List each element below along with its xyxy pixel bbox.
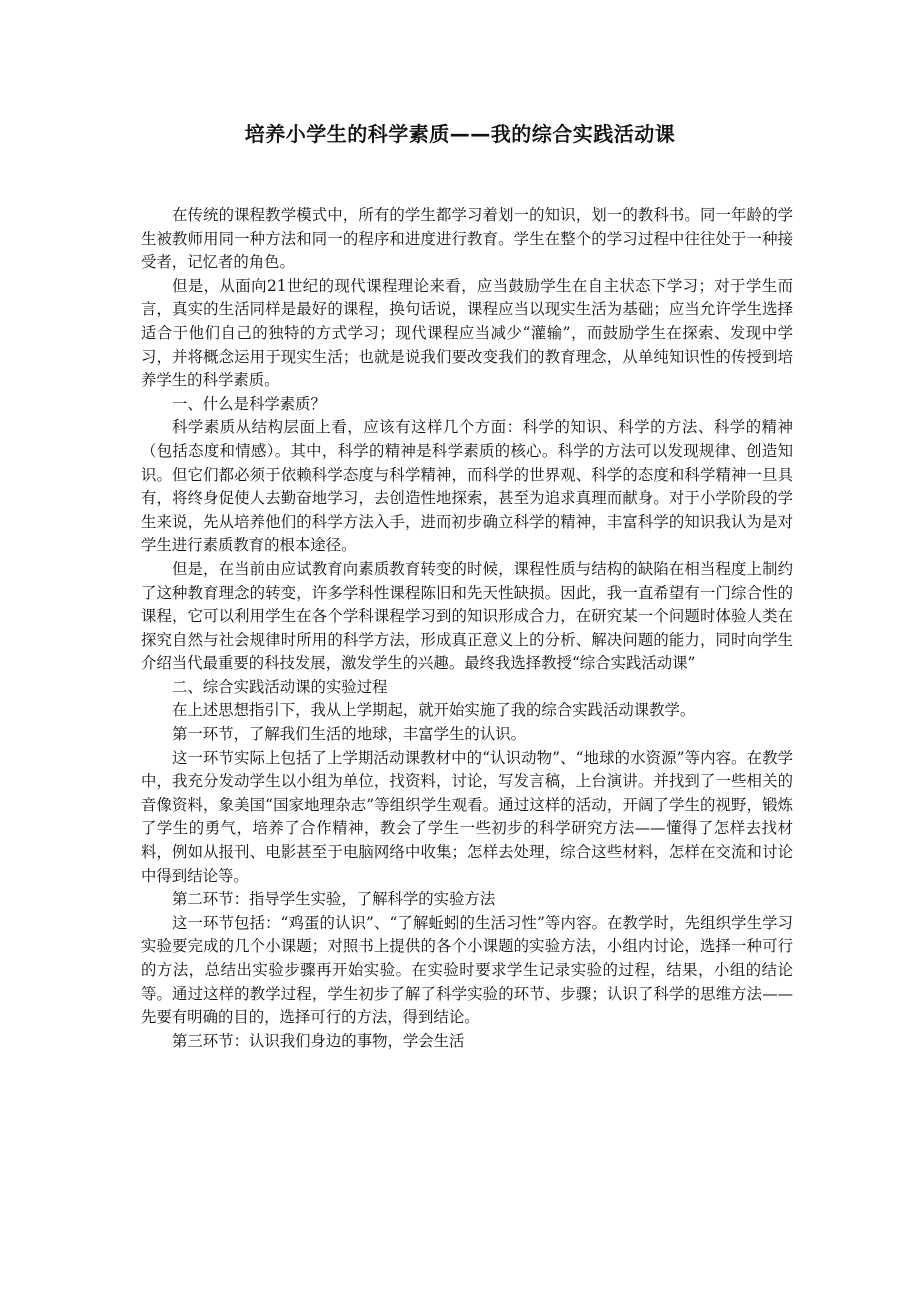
paragraph-implementation: 在上述思想指引下，我从上学期起，就开始实施了我的综合实践活动课教学。: [172, 701, 696, 720]
paragraph-curriculum-reform: 但是，在当前由应试教育向素质教育转变的时候，课程性质与结构的缺陷在相当程度上制约了这种教育理念的转变，许多学科性课程陈旧和先天性缺损。因此，我一直希望有一门综合性的课程，它可以利用学生在各个学科课程学习到的知识形成合力，在研究某一个问题时体验人类在探究自然与社会规律时所用的科学方法，形成真正意义上的分析、解决问题的能力，同时向学生介绍当代最重要的科技发展，激发学生的兴趣。最终我选择教授“综合实践活动课”: [141, 559, 793, 673]
paragraph-science-literacy: 科学素质从结构层面上看，应该有这样几个方面：科学的知识、科学的方法、科学的精神（包括态度和情感）。其中，科学的精神是科学素质的核心。科学的方法可以发现规律、创造知识。但它们都必须于依赖科学态度与科学精神，而科学的世界观、科学的态度和科学精神一旦具有，将终身促使人去勤奋地学习，去创造性地探索，甚至为追求真理而献身。对于小学阶段的学生来说，先从培养他们的科学方法入手，进而初步确立科学的精神，丰富科学的知识我认为是对学生进行素质教育的根本途径。: [141, 418, 793, 555]
document-body: [141, 204, 793, 1053]
section-heading-2: 二、综合实践活动课的实验过程: [172, 677, 388, 696]
step-heading-3: 第三环节：认识我们身边的事物，学会生活: [172, 1031, 465, 1050]
step-heading-2: 第二环节：指导学生实验，了解科学的实验方法: [172, 890, 496, 909]
document-title: 培养小学生的科学素质——我的综合实践活动课: [244, 122, 676, 146]
paragraph-modern-curriculum: 但是，从面向21世纪的现代课程理论来看，应当鼓励学生在自主状态下学习；对于学生而言，真实的生活同样是最好的课程，换句话说，课程应当以现实生活为基础；应当允许学生选择适合于他们自己的独特的方式学习；现代课程应当减少“灌输”，而鼓励学生在探索、发现中学习，并将概念运用于现实生活；也就是说我们要改变我们的教育理念，从单纯知识性的传授到培养学生的科学素质。: [141, 276, 793, 390]
paragraph-step-1: 这一环节实际上包括了上学期活动课教材中的“认识动物”、“地球的水资源”等内容。在教学中，我充分发动学生以小组为单位，找资料，讨论，写发言稿，上台演讲。并找到了一些相关的音像资料，象美国“国家地理杂志”等组织学生观看。通过这样的活动，开阔了学生的视野，锻炼了学生的勇气，培养了合作精神，教会了学生一些初步的科学研究方法——懂得了怎样去找材料，例如从报刊、电影甚至于电脑网络中收集；怎样去处理，综合这些材料，怎样在交流和讨论中得到结论等。: [141, 748, 793, 885]
paragraph-intro: 在传统的课程教学模式中，所有的学生都学习着划一的知识，划一的教科书。同一年龄的学生被教师用同一种方法和同一的程序和进度进行教育。学生在整个的学习过程中往往处于一种接受者，记忆者的角色。: [141, 206, 793, 272]
step-heading-1: 第一环节，了解我们生活的地球，丰富学生的认识。: [172, 725, 526, 744]
paragraph-step-2: 这一环节包括：“鸡蛋的认识”、“了解蚯蚓的生活习性”等内容。在教学时，先组织学生学习实验要完成的几个小课题；对照书上提供的各个小课题的实验方法，小组内讨论，选择一种可行的方法，总结出实验步骤再开始实验。在实验时要求学生记录实验的过程，结果，小组的结论等。通过这样的教学过程，学生初步了解了科学实验的环节、步骤；认识了科学的思维方法——先要有明确的目的，选择可行的方法，得到结论。: [141, 913, 793, 1027]
section-heading-1: 一、什么是科学素质？: [172, 394, 326, 413]
